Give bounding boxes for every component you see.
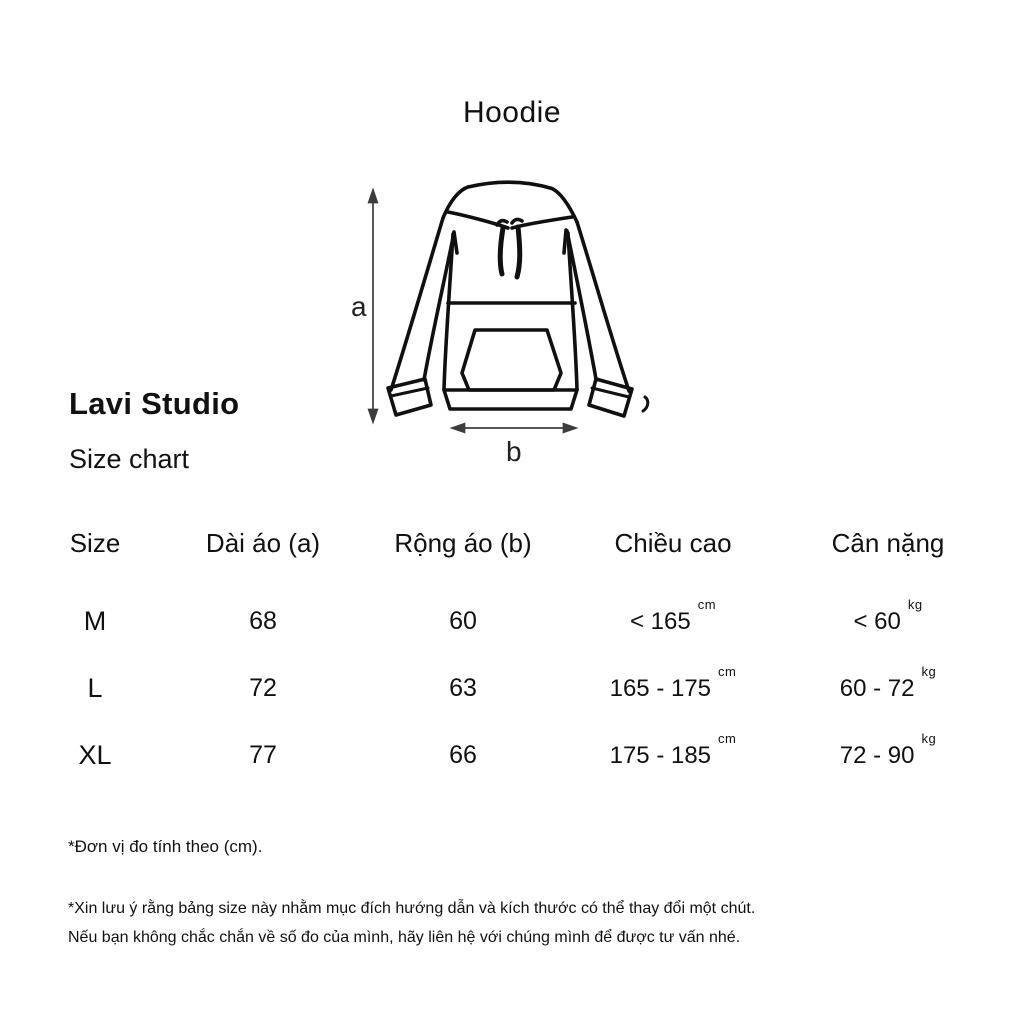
row-m-width: 60: [449, 607, 477, 635]
column-header-width: Rộng áo (b): [394, 527, 532, 558]
table-header-gap: [30, 574, 990, 588]
row-m-weight-value: < 60: [853, 607, 901, 635]
hoodie-diagram: [340, 160, 670, 470]
disclaimer-line-1: *Xin lưu ý rằng bảng size này nhằm mục đích hướng dẫn và kích thước có thể thay đổi một chút.: [68, 900, 756, 917]
page-title: Hoodie: [462, 96, 562, 129]
hoodie-outline: [388, 182, 648, 416]
disclaimer-footnote: [68, 894, 755, 952]
kangaroo-pocket: [462, 330, 561, 390]
row-xl-height: [560, 722, 786, 789]
row-m-weight-unit: kg: [907, 597, 923, 612]
row-l-width: 63: [449, 674, 477, 702]
row-l-size: L: [87, 673, 103, 703]
cuff-right-seam: [592, 388, 629, 397]
sleeve-right-outer: [577, 222, 629, 391]
row-xl-width: 66: [449, 741, 477, 769]
row-l-length: 72: [249, 674, 277, 702]
row-xl-height-unit: cm: [718, 731, 737, 746]
row-m-height-unit: cm: [697, 597, 717, 612]
row-xl-weight: [786, 722, 990, 789]
stray-comma-mark: [643, 397, 648, 411]
brand-name: Lavi Studio: [69, 386, 240, 421]
drawstring-left: [500, 228, 503, 274]
length-dimension-label: a: [351, 291, 367, 322]
drawstring-right-curl: [512, 219, 522, 223]
column-header-height: Chiều cao: [614, 527, 732, 558]
disclaimer-line-2: Nếu bạn không chắc chắn về số đo của mình, hãy liên hệ với chúng mình để được tư vấn nhé.: [68, 929, 741, 946]
row-l-height: [560, 655, 786, 722]
length-arrow-head-top: [369, 190, 378, 203]
row-xl-weight-unit: kg: [921, 731, 937, 746]
column-header-weight: Cân nặng: [831, 527, 945, 558]
row-l-weight-unit: kg: [921, 664, 937, 679]
column-header-length: Dài áo (a): [205, 527, 321, 558]
row-xl-weight-value: 72 - 90: [839, 741, 915, 769]
row-xl-length: 77: [249, 741, 277, 769]
armpit-seam-right: [564, 230, 566, 253]
sleeve-left-outer: [391, 218, 443, 390]
row-xl-height-value: 175 - 185: [609, 741, 712, 769]
width-arrow-head-left: [452, 424, 465, 433]
row-m-height: [560, 588, 786, 655]
row-xl-size: XL: [78, 740, 112, 770]
row-m-weight: [786, 588, 990, 655]
row-l-weight: [786, 655, 990, 722]
width-dimension-label: b: [506, 436, 522, 467]
row-l-weight-value: 60 - 72: [839, 674, 915, 702]
row-l-height-unit: cm: [718, 664, 737, 679]
dimension-arrows: [369, 190, 576, 432]
width-arrow-head-right: [564, 424, 577, 433]
size-table: [30, 512, 990, 789]
waistband: [444, 390, 577, 409]
cuff-left-seam: [391, 388, 428, 396]
length-arrow-head-bottom: [369, 410, 378, 423]
unit-footnote: *Đơn vị đo tính theo (cm).: [68, 837, 263, 856]
hoodie-line-drawing-svg: [340, 160, 670, 470]
row-l-height-value: 165 - 175: [609, 674, 712, 702]
row-m-height-value: < 165: [629, 607, 691, 635]
section-title: Size chart: [69, 444, 190, 474]
drawstring-right: [517, 227, 520, 277]
column-header-size: Size: [69, 527, 121, 558]
row-m-length: 68: [249, 607, 277, 635]
row-m-size: M: [83, 606, 107, 636]
